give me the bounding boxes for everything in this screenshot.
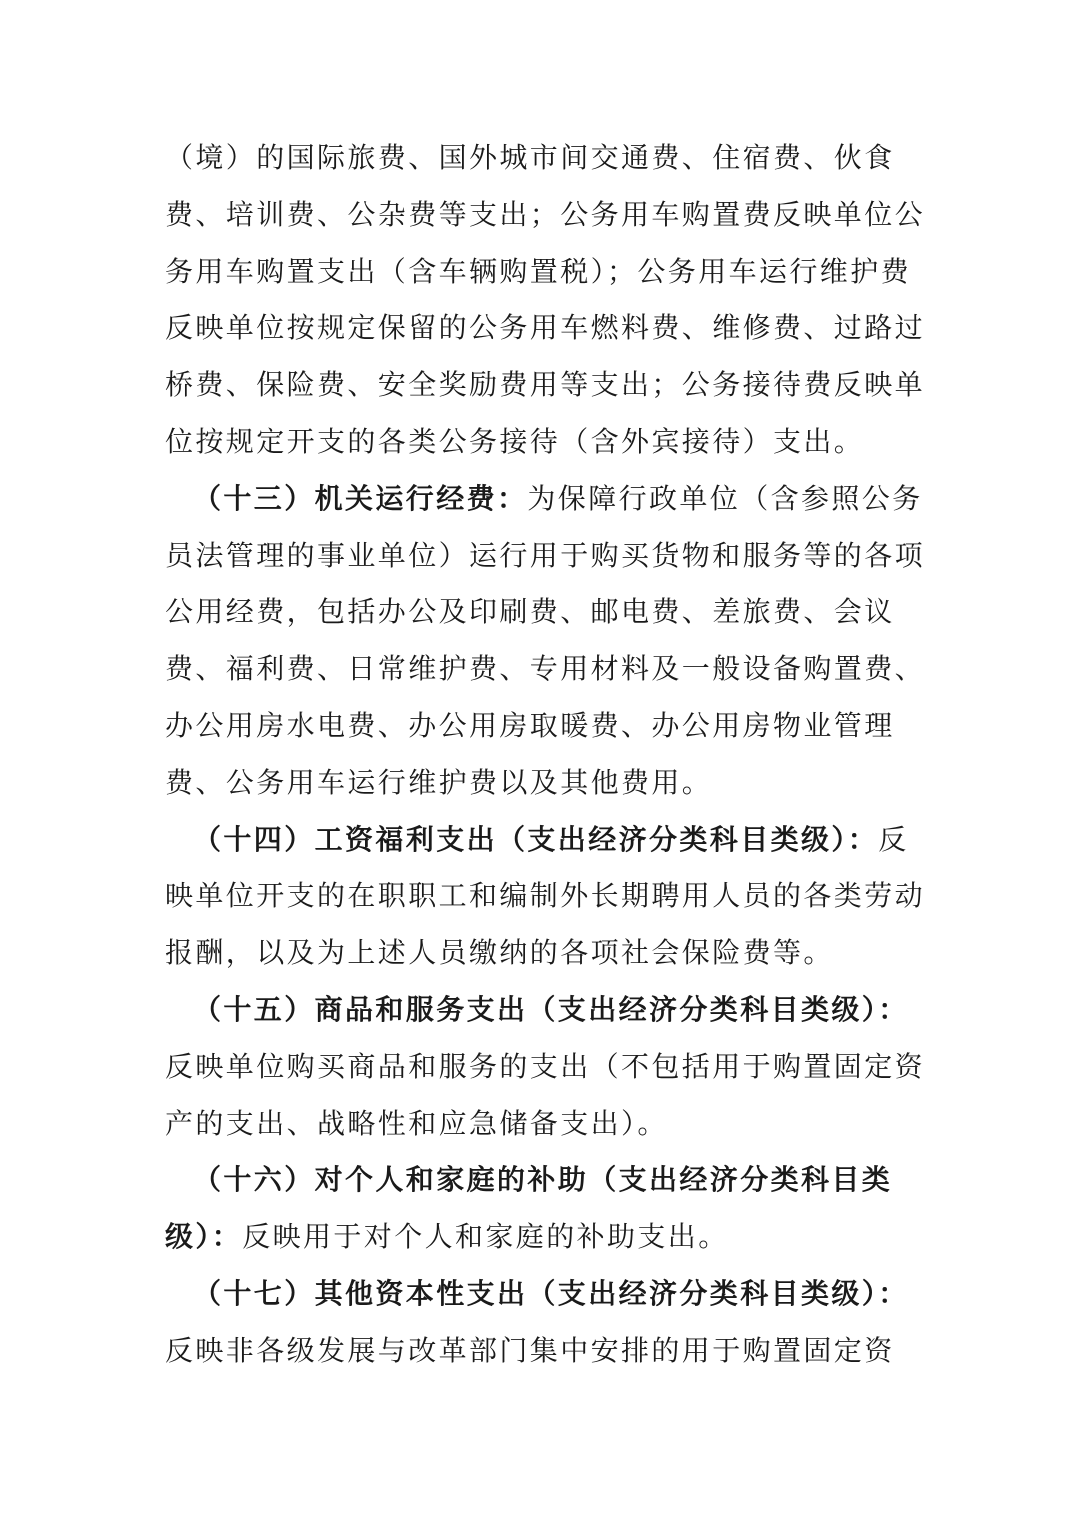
section-first-line [165, 812, 909, 869]
section-first-line [165, 471, 923, 528]
section-second-line [165, 1209, 900, 1266]
text-line: （境）的国际旅费、国外城市间交通费、住宿费、伙食 [165, 141, 895, 174]
document-body [165, 130, 926, 1380]
section-17 [165, 1266, 909, 1380]
section-heading: （十四）工资福利支出（支出经济分类科目类级）： [193, 822, 879, 856]
section-heading: （十三）机关运行经费： [193, 481, 528, 515]
section-text: 为保障行政单位（含参照公务 [527, 481, 923, 515]
section-first-line [165, 982, 909, 1039]
text-line: 报酬，以及为上述人员缴纳的各项社会保险费等。 [165, 936, 834, 970]
text-line: 反映单位按规定保留的公务用车燃料费、维修费、过路过 [165, 311, 926, 345]
text-line: 反映单位购买商品和服务的支出（不包括用于购置固定资 [165, 1049, 926, 1083]
section-15 [165, 982, 926, 1152]
text-line: 公用经费，包括办公及印刷费、邮电费、差旅费、会议 [165, 595, 895, 629]
section-heading-continued: 级）： [165, 1220, 243, 1254]
paragraph-continuation [165, 130, 926, 471]
section-first-line [165, 1266, 909, 1323]
text-line: 位按规定开支的各类公务接待（含外宾接待）支出。 [165, 424, 865, 458]
section-14 [165, 812, 926, 982]
text-line: 费、福利费、日常维护费、专用材料及一般设备购置费、 [165, 652, 926, 686]
section-heading: （十六）对个人和家庭的补助（支出经济分类科目类 [193, 1163, 893, 1197]
section-first-line [165, 1152, 900, 1209]
text-line: 桥费、保险费、安全奖励费用等支出；公务接待费反映单 [165, 368, 926, 402]
section-16 [165, 1152, 900, 1266]
text-line: 映单位开支的在职职工和编制外长期聘用人员的各类劳动 [165, 879, 926, 913]
section-13 [165, 471, 926, 812]
text-line: 费、公务用车运行维护费以及其他费用。 [165, 765, 713, 799]
section-text: 反映用于对个人和家庭的补助支出。 [242, 1220, 729, 1254]
text-line: 员法管理的事业单位）运行用于购买货物和服务等的各项 [165, 538, 926, 572]
text-line: 务用车购置支出（含车辆购置税）；公务用车运行维护费 [165, 254, 912, 288]
section-heading: （十七）其他资本性支出（支出经济分类科目类级）： [193, 1276, 909, 1310]
text-line: 办公用房水电费、办公用房取暖费、办公用房物业管理 [165, 708, 895, 742]
text-line: 反映非各级发展与改革部门集中安排的用于购置固定资 [165, 1333, 895, 1367]
section-text: 反 [878, 822, 909, 856]
text-line: 产的支出、战略性和应急储备支出）。 [165, 1106, 668, 1140]
section-heading: （十五）商品和服务支出（支出经济分类科目类级）： [193, 992, 909, 1026]
text-line: 费、培训费、公杂费等支出；公务用车购置费反映单位公 [165, 197, 926, 231]
